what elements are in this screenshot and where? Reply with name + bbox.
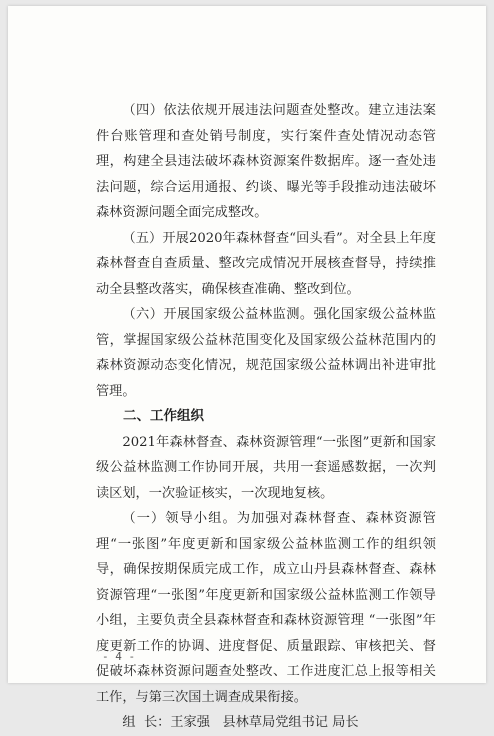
paragraph-leading-group: （一）领导小组。为加强对森林督查、森林资源管理“一张图”年度更新和国家级公益林监测工作的组织领导，确保按期保质完成工作，成立山丹县森林督查、森林资源管理“一张图”年度更新和国家级公益林监测工作领导小组，主要负责全县森林督查和森林资源管理 “一张图”年度更新工作的协调、进度督促、质量跟踪、审核把关、督促破坏森林资源问题查处整改、工作进度汇总上报等相关工作，与第三次国土调查成果衔接。 [96,511,436,705]
paragraph-6: （六）开展国家级公益林监测。强化国家级公益林监管，掌握国家级公益林范围变化及国家级公益林范围内的森林资源动态变化情况，规范国家级公益林调出补进审批管理。 [96,307,436,399]
paragraph-organization-intro: 2021年森林督查、森林资源管理“一张图”更新和国家级公益林监测工作协同开展，共用一套遥感数据，一次判读区划，一次验证核实，一次现地复核。 [96,434,436,501]
paragraph-4: （四）依法依规开展违法问题查处整改。建立违法案件台账管理和查处销号制度，实行案件查处情况动态管理，构建全县违法破坏森林资源案件数据库。逐一查处违法问题，综合运用通报、约谈、曝光等手段推动违法破坏森林资源问题全面完成整改。 [96,103,436,220]
document-page [8,6,486,730]
paragraph-5: （五）开展2020年森林督查“回头看”。对全县上年度森林督查自查质量、整改完成情况开展核查督导，持续推动全县整改落实，确保核查准确、整改到位。 [96,230,436,297]
section-heading: 二、工作组织 [123,408,204,424]
body-text [96,98,436,736]
group-leader-line: 组 长：王家强 县林草局党组书记 局长 [122,715,359,730]
page-number: - 4 - [102,650,136,663]
